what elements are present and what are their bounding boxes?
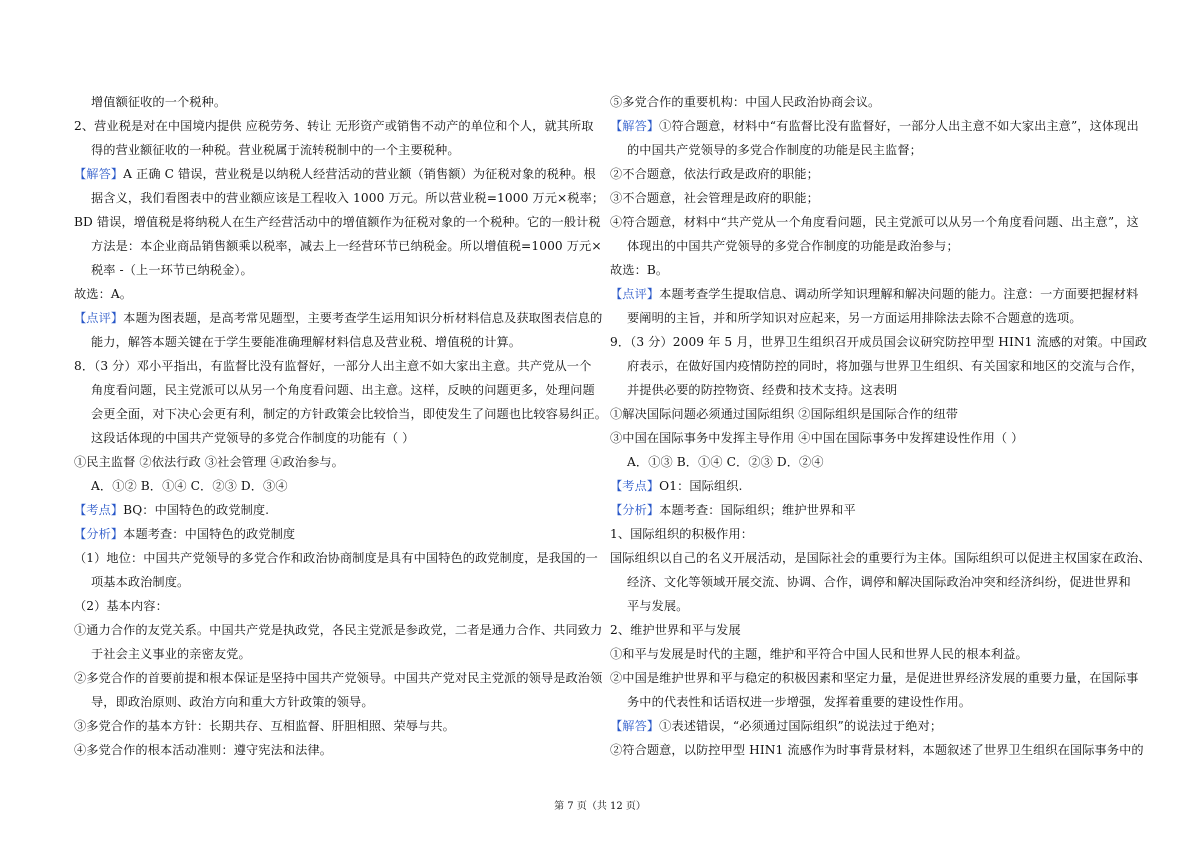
text-line: 税率 -（上一环节已纳税金）。 <box>91 263 253 277</box>
text-line: （1）地位：中国共产党领导的多党合作和政治协商制度是具有中国特色的政党制度，是我国的一 <box>74 551 598 565</box>
text-line: A 正确 C 错误，营业税是以纳税人经营活动的营业额（销售额）为征税对象的税种。根 <box>123 167 596 181</box>
text-line: 1、国际组织的积极作用： <box>610 527 754 541</box>
text-line: ②多党合作的首要前提和根本保证是坚持中国共产党领导。中国共产党对民主党派的领导是政治领 <box>74 671 603 685</box>
text-line: ①符合题意，材料中“有监督比没有监督好，一部分人出主意不如大家出主意”，这体现出 <box>659 119 1139 133</box>
statement-options: ③中国在国际事务中发挥主导作用 ④中国在国际事务中发挥建设性作用（ ） <box>610 431 1024 445</box>
text-line: ④多党合作的根本活动准则：遵守宪法和法律。 <box>74 743 333 757</box>
text-line: BQ：中国特色的政党制度. <box>123 503 270 517</box>
text-line: 务中的代表性和话语权进一步增强，发挥着重要的建设性作用。 <box>627 695 972 709</box>
text-line: ③不合题意，社会管理是政府的职能； <box>610 191 819 205</box>
answer-line <box>610 718 942 734</box>
statement-options: ①民主监督 ②依法行政 ③社会管理 ④政治参与。 <box>74 455 344 469</box>
text-line: 体现出的中国共产党领导的多党合作制度的功能是政治参与； <box>627 239 959 253</box>
text-line: ②符合题意，以防控甲型 HIN1 流感作为时事背景材料，本题叙述了世界卫生组织在国际事务中的 <box>610 743 1144 757</box>
text-line: 这段话体现的中国共产党领导的多党合作制度的功能有（ ） <box>91 431 415 445</box>
text-line: 本题考查：国际组织；维护世界和平 <box>659 503 856 517</box>
text-line: ①通力合作的友党关系。中国共产党是执政党，各民主党派是参政党，二者是通力合作、共同致力 <box>74 623 603 637</box>
answer-line <box>74 166 596 182</box>
text-line: 会更全面，对下决心会更有利，制定的方针政策会比较恰当，即使发生了问题也比较容易纠正。 <box>91 407 608 421</box>
text-line: ①表述错误，“必须通过国际组织”的说法过于绝对； <box>659 719 943 733</box>
point-line <box>610 478 743 494</box>
question-9: 9．（3 分）2009 年 5 月，世界卫生组织召开成员国会议研究防控甲型 HIN1 流感的对策。中国政 <box>610 335 1148 349</box>
text-line: 2、维护世界和平与发展 <box>610 623 741 637</box>
text-line: 得的营业额征收的一种税。营业税属于流转税制中的一个主要税种。 <box>91 143 460 157</box>
text-line: ②不合题意，依法行政是政府的职能； <box>610 167 819 181</box>
text-line: 2、营业税是对在中国境内提供 应税劳务、转让 无形资产或销售不动产的单位和个人，就其所取 <box>74 119 594 133</box>
text-line: 导，即政治原则、政治方向和重大方针政策的领导。 <box>91 695 374 709</box>
text-line: （2）基本内容： <box>74 599 168 613</box>
point-tag: 【考点】 <box>74 503 124 517</box>
text-line: 据含义，我们看图表中的营业额应该是工程收入 1000 万元。所以营业税=1000 万元×税率； <box>91 191 605 205</box>
comment-tag: 【点评】 <box>74 311 124 325</box>
text-line: 要阐明的主旨，并和所学知识对应起来，另一方面运用排除法去除不合题意的选项。 <box>627 311 1082 325</box>
answer-choices: A．①② B．①④ C．②③ D．③④ <box>91 479 288 493</box>
answer-choices: A．①③ B．①④ C．②③ D．②④ <box>627 455 824 469</box>
statement-options: ①解决国际问题必须通过国际组织 ②国际组织是国际合作的纽带 <box>610 407 959 421</box>
text-line: 本题考查：中国特色的政党制度 <box>123 527 296 541</box>
text-line: 经济、文化等领域开展交流、协调、合作，调停和解决国际政治冲突和经济纠纷，促进世界和 <box>627 575 1131 589</box>
answer-tag: 【解答】 <box>74 167 124 181</box>
text-line: ⑤多党合作的重要机构：中国人民政治协商会议。 <box>610 95 881 109</box>
text-line: 的中国共产党领导的多党合作制度的功能是民主监督； <box>627 143 922 157</box>
text-line: 平与发展。 <box>627 599 689 613</box>
text-line: ④符合题意，材料中“共产党从一个角度看问题，民主党派可以从另一个角度看问题、出主意”，这 <box>610 215 1139 229</box>
text-line: ①和平与发展是时代的主题，维护和平符合中国人民和世界人民的根本利益。 <box>610 647 1028 661</box>
text-line: 并提供必要的防控物资、经费和技术支持。这表明 <box>627 383 898 397</box>
text-line: BD 错误，增值税是将纳税人在生产经营活动中的增值额作为征税对象的一个税种。它的一般计税 <box>74 215 601 229</box>
text-line: O1：国际组织. <box>659 479 743 493</box>
answer-tag: 【解答】 <box>610 719 660 733</box>
answer-tag: 【解答】 <box>610 119 660 133</box>
comment-line <box>610 286 1138 302</box>
point-line <box>74 502 269 518</box>
comment-line <box>74 310 602 326</box>
point-tag: 【考点】 <box>610 479 660 493</box>
text-line: 于社会主义事业的亲密友党。 <box>91 647 251 661</box>
analysis-line <box>74 526 295 542</box>
text-line: 故选：B。 <box>610 263 669 277</box>
text-line: 方法是：本企业商品销售额乘以税率，减去上一经营环节已纳税金。所以增值税=1000 万元× <box>91 239 602 253</box>
text-line: 故选：A。 <box>74 287 133 301</box>
text-line: 国际组织以自己的名义开展活动，是国际社会的重要行为主体。国际组织可以促进主权国家在政治、 <box>610 551 1151 565</box>
analysis-tag: 【分析】 <box>74 527 124 541</box>
text-line: 增值额征收的一个税种。 <box>91 95 227 109</box>
text-line: 能力，解答本题关键在于学生要能准确理解材料信息及营业税、增值税的计算。 <box>91 335 522 349</box>
text-line: ②中国是维护世界和平与稳定的积极因素和坚定力量，是促进世界经济发展的重要力量，在国际事 <box>610 671 1139 685</box>
text-line: 项基本政治制度。 <box>91 575 190 589</box>
question-8: 8．（3 分）邓小平指出，有监督比没有监督好，一部分人出主意不如大家出主意。共产党从一个 <box>74 359 592 373</box>
text-line: 府表示，在做好国内疫情防控的同时，将加强与世界卫生组织、有关国家和地区的交流与合作， <box>627 359 1144 373</box>
text-line: 角度看问题，民主党派可以从另一个角度看问题、出主意。这样，反映的问题更多，处理问题 <box>91 383 595 397</box>
text-line: 本题考查学生提取信息、调动所学知识理解和解决问题的能力。注意：一方面要把握材料 <box>659 287 1139 301</box>
text-line: ③多党合作的基本方针：长期共存、互相监督、肝胆相照、荣辱与共。 <box>74 719 455 733</box>
answer-line <box>610 118 1139 134</box>
text-line: 本题为图表题，是高考常见题型，主要考查学生运用知识分析材料信息及获取图表信息的 <box>123 311 603 325</box>
analysis-line <box>610 502 856 518</box>
comment-tag: 【点评】 <box>610 287 660 301</box>
analysis-tag: 【分析】 <box>610 503 660 517</box>
page-footer: 第 7 页（共 12 页） <box>554 801 646 812</box>
